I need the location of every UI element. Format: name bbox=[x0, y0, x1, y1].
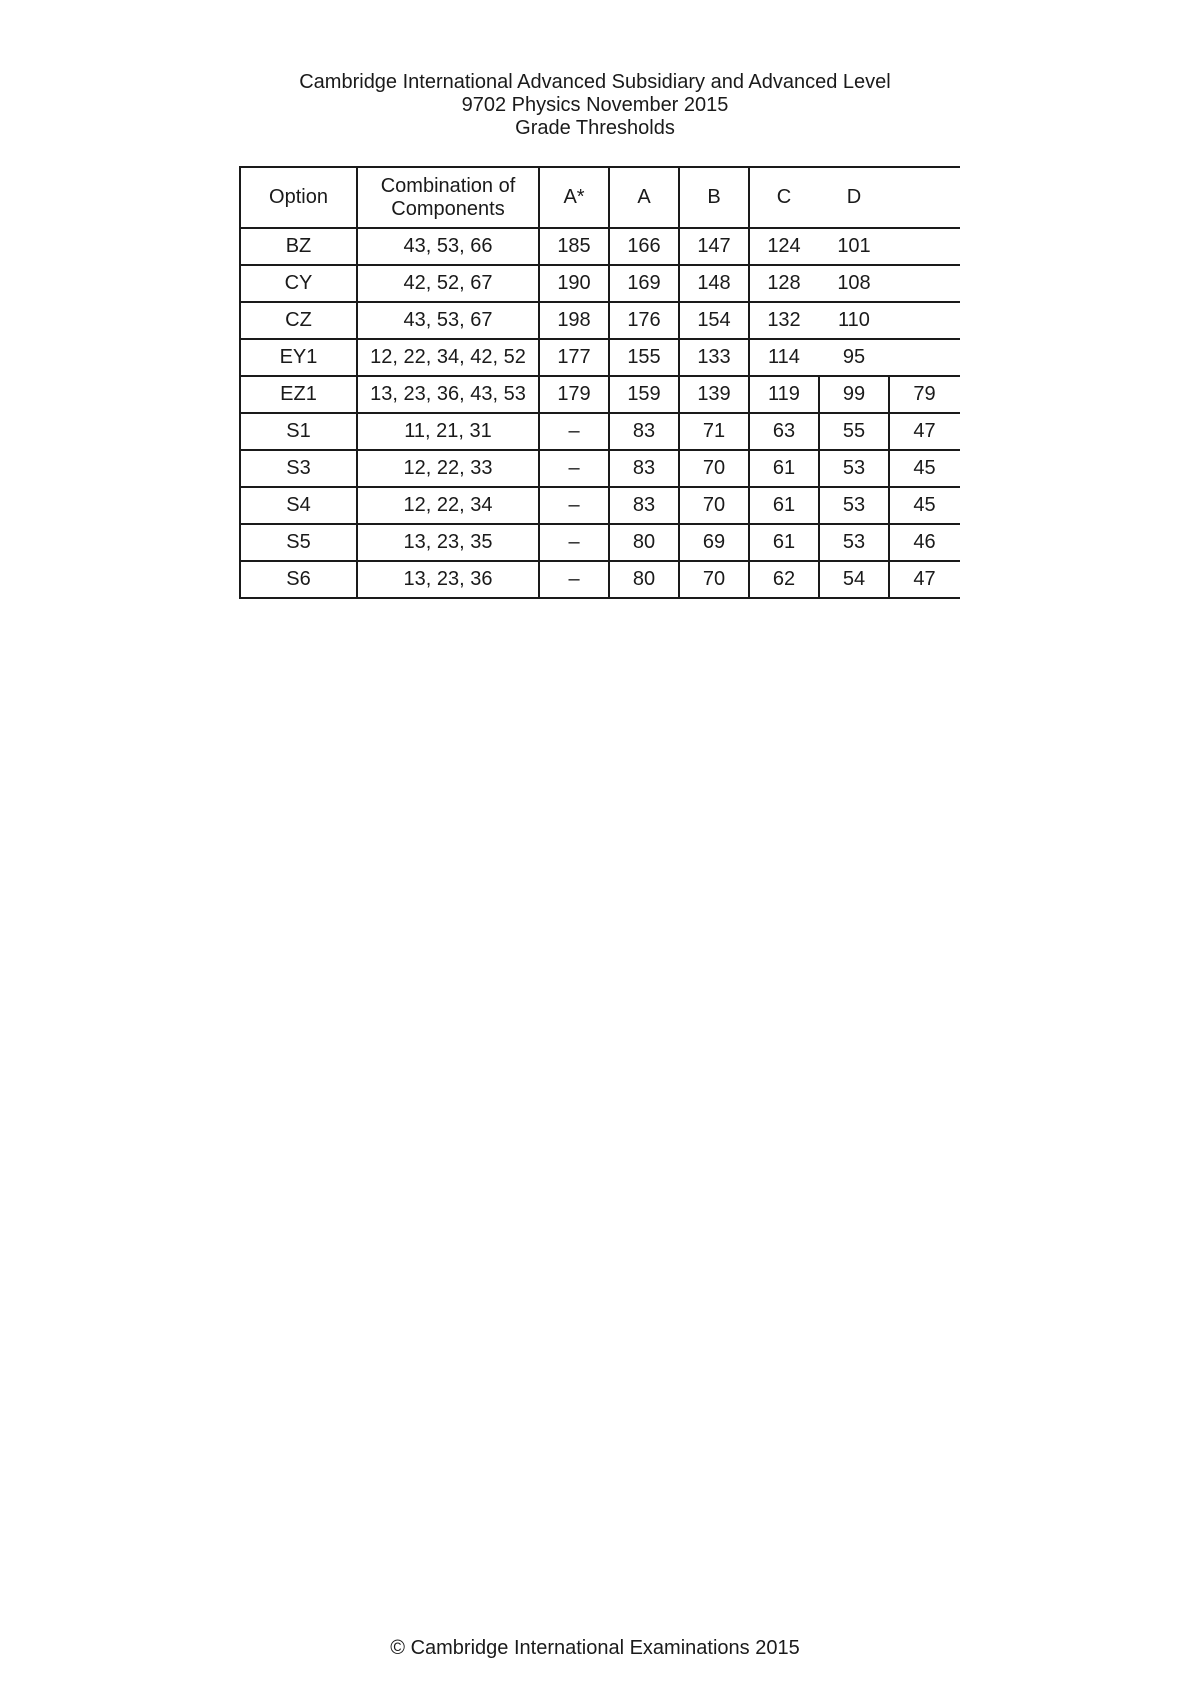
table-cell: 70 bbox=[702, 568, 726, 590]
table-cell: 69 bbox=[702, 531, 726, 553]
table-cell: 119 bbox=[768, 383, 800, 405]
header-cell: A* bbox=[563, 186, 585, 208]
table-rule bbox=[888, 412, 890, 451]
table-cell: 61 bbox=[772, 531, 796, 553]
table-rule bbox=[888, 523, 890, 562]
table-cell: 198 bbox=[557, 309, 591, 331]
table-cell: 13, 23, 36 bbox=[403, 568, 493, 590]
table-rule bbox=[240, 597, 960, 599]
table-cell: EZ1 bbox=[280, 383, 317, 405]
table-cell: 159 bbox=[627, 383, 661, 405]
table-rule bbox=[240, 375, 960, 377]
table-cell: S6 bbox=[286, 568, 311, 590]
header-cell: B bbox=[707, 186, 721, 208]
table-cell: 47 bbox=[913, 568, 936, 590]
table-rule bbox=[888, 486, 890, 525]
table-cell: CY bbox=[284, 272, 313, 294]
header-subtitle: 9702 Physics November 2015 bbox=[461, 94, 729, 116]
document-header bbox=[0, 71, 1190, 140]
table-cell: 179 bbox=[557, 383, 591, 405]
table-cell: CZ bbox=[285, 309, 312, 331]
table-rule bbox=[678, 166, 680, 599]
grade-thresholds-table bbox=[240, 167, 960, 597]
table-rule bbox=[888, 375, 890, 414]
table-cell: 53 bbox=[842, 494, 866, 516]
table-cell: 139 bbox=[697, 383, 731, 405]
table-cell: 128 bbox=[767, 272, 801, 294]
table-cell: 61 bbox=[772, 494, 796, 516]
table-cell: 13, 23, 35 bbox=[403, 531, 493, 553]
table-cell: 95 bbox=[842, 346, 866, 368]
table-cell: 12, 22, 34, 42, 52 bbox=[370, 346, 526, 368]
table-rule bbox=[818, 412, 820, 451]
table-cell bbox=[889, 339, 960, 376]
table-rule bbox=[356, 166, 358, 599]
table-cell: 45 bbox=[913, 494, 936, 516]
header-cell: Option bbox=[269, 186, 328, 208]
table-cell: 185 bbox=[557, 235, 591, 257]
table-cell: 114 bbox=[768, 346, 800, 368]
table-cell: 53 bbox=[842, 531, 866, 553]
table-cell: 176 bbox=[627, 309, 661, 331]
header-cell bbox=[889, 167, 960, 228]
table-cell: – bbox=[568, 420, 580, 442]
table-rule bbox=[818, 486, 820, 525]
table-cell: BZ bbox=[285, 235, 312, 257]
table-rule bbox=[240, 166, 960, 168]
table-rule bbox=[240, 264, 960, 266]
table-cell: 55 bbox=[842, 420, 866, 442]
table-rule bbox=[818, 560, 820, 599]
table-cell: 62 bbox=[772, 568, 796, 590]
table-cell: 11, 21, 31 bbox=[404, 420, 492, 442]
table-rule bbox=[239, 166, 241, 599]
table-cell bbox=[889, 228, 960, 265]
header-cell: Combination of Components bbox=[380, 174, 516, 220]
table-cell: 148 bbox=[697, 272, 731, 294]
table-cell: 147 bbox=[697, 235, 731, 257]
table-cell: 63 bbox=[772, 420, 796, 442]
table-cell: 80 bbox=[632, 568, 656, 590]
header-title: Cambridge International Advanced Subsidiary and Advanced Level bbox=[299, 71, 891, 93]
table-cell: 166 bbox=[627, 235, 661, 257]
table-cell: 61 bbox=[772, 457, 796, 479]
table-cell: 177 bbox=[557, 346, 591, 368]
table-cell: 13, 23, 36, 43, 53 bbox=[370, 383, 526, 405]
table-rule bbox=[748, 166, 750, 599]
table-rule bbox=[240, 412, 960, 414]
table-cell: 46 bbox=[913, 531, 936, 553]
header-cell: D bbox=[846, 186, 862, 208]
table-cell: 190 bbox=[557, 272, 591, 294]
header-cell: A bbox=[637, 186, 651, 208]
table-cell: 83 bbox=[632, 494, 656, 516]
table-cell: S4 bbox=[286, 494, 311, 516]
table-rule bbox=[818, 449, 820, 488]
table-cell: EY1 bbox=[279, 346, 318, 368]
table-cell: 71 bbox=[702, 420, 726, 442]
table-cell: – bbox=[568, 568, 580, 590]
table-cell: 132 bbox=[767, 309, 801, 331]
table-cell bbox=[889, 265, 960, 302]
table-cell: 80 bbox=[632, 531, 656, 553]
table-cell: – bbox=[568, 531, 580, 553]
table-cell: 45 bbox=[913, 457, 936, 479]
table-cell: 101 bbox=[837, 235, 871, 257]
table-cell: S3 bbox=[286, 457, 311, 479]
table-rule bbox=[240, 227, 960, 229]
table-cell: 155 bbox=[627, 346, 661, 368]
table-rule bbox=[240, 486, 960, 488]
table-cell: S5 bbox=[286, 531, 311, 553]
table-cell: 70 bbox=[702, 457, 726, 479]
table-rule bbox=[818, 523, 820, 562]
table-cell: S1 bbox=[286, 420, 311, 442]
table-cell: 43, 53, 67 bbox=[403, 309, 493, 331]
table-rule bbox=[240, 523, 960, 525]
copyright-footer: © Cambridge International Examinations 2015 bbox=[390, 1637, 800, 1659]
table-cell: 83 bbox=[632, 457, 656, 479]
table-cell: 133 bbox=[697, 346, 731, 368]
table-cell: 110 bbox=[838, 309, 870, 331]
table-cell: 99 bbox=[842, 383, 866, 405]
table-rule bbox=[608, 166, 610, 599]
table-cell: 108 bbox=[837, 272, 871, 294]
table-rule bbox=[888, 449, 890, 488]
table-cell: 79 bbox=[913, 383, 936, 405]
table-cell: 12, 22, 34 bbox=[403, 494, 493, 516]
table-cell: 154 bbox=[697, 309, 731, 331]
table-cell: 42, 52, 67 bbox=[403, 272, 493, 294]
table-rule bbox=[240, 338, 960, 340]
table-rule bbox=[888, 560, 890, 599]
table-cell: 12, 22, 33 bbox=[403, 457, 493, 479]
table-cell bbox=[889, 302, 960, 339]
table-rule bbox=[240, 449, 960, 451]
table-rule bbox=[538, 166, 540, 599]
table-cell: 70 bbox=[702, 494, 726, 516]
header-heading: Grade Thresholds bbox=[515, 117, 675, 139]
table-cell: 54 bbox=[842, 568, 866, 590]
table-rule bbox=[240, 560, 960, 562]
table-cell: – bbox=[568, 494, 580, 516]
table-rule bbox=[818, 375, 820, 414]
table-cell: 47 bbox=[913, 420, 936, 442]
table-rule bbox=[240, 301, 960, 303]
table-cell: 124 bbox=[767, 235, 801, 257]
table-cell: 83 bbox=[632, 420, 656, 442]
table-cell: 53 bbox=[842, 457, 866, 479]
table-cell: 43, 53, 66 bbox=[403, 235, 493, 257]
table-cell: – bbox=[568, 457, 580, 479]
table-cell: 169 bbox=[627, 272, 661, 294]
header-cell: C bbox=[776, 186, 792, 208]
